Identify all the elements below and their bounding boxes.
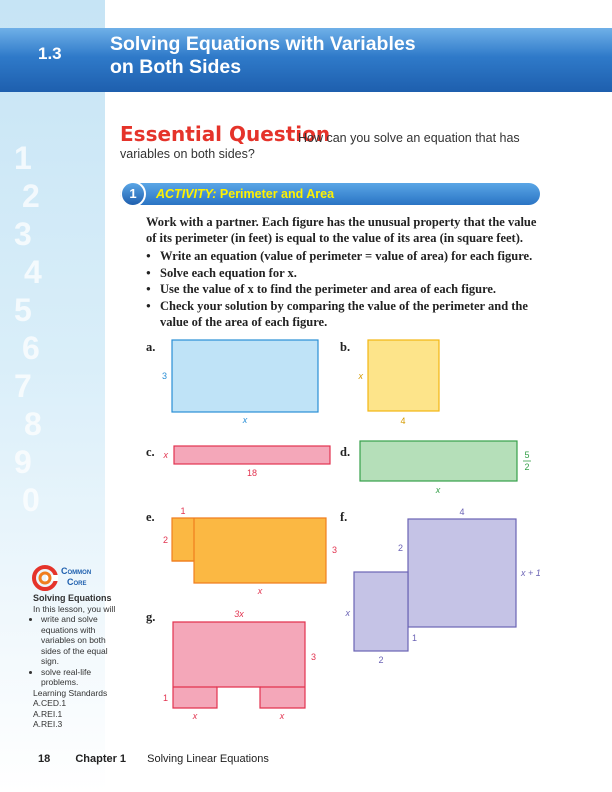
- figure-d-label: d.: [340, 445, 351, 459]
- bullet-item: ● Solve each equation for x.: [146, 265, 546, 281]
- figure-f-inner: 1: [412, 633, 418, 643]
- figure-g-label: g.: [146, 610, 156, 624]
- figure-f-top: 4: [459, 507, 465, 517]
- figure-f-right: x + 1: [521, 568, 541, 578]
- figure-c-rect: [174, 446, 330, 464]
- figure-f-bottom: 2: [378, 655, 384, 665]
- common-core-intro: In this lesson, you will: [33, 603, 116, 614]
- bullet-item: ● Check your solution by comparing the value of the perimeter and the value of the area of each figure.: [146, 298, 546, 330]
- common-core-logo-icon: [32, 565, 58, 591]
- digit-8: 8: [24, 406, 42, 442]
- common-core-list: [33, 614, 123, 688]
- activity-intro: Work with a partner. Each figure has the unusual property that the value of its perimeter (in feet) is equal to the value of its area (in square feet).: [146, 215, 537, 245]
- figure-f-label: f.: [340, 510, 348, 524]
- figure-e-bottom: x: [257, 586, 263, 596]
- standards-title: Learning Standards: [33, 687, 108, 698]
- page-number: 18: [38, 753, 51, 765]
- essential-question-line1: How can you solve an equation that has: [298, 131, 520, 145]
- figure-b-rect: [368, 340, 439, 411]
- digit-7: 7: [14, 368, 32, 404]
- figure-a-left: 3: [161, 371, 167, 381]
- figure-d-right-den: 2: [524, 462, 530, 472]
- page-footer: [38, 753, 269, 765]
- figure-g-shape: [173, 622, 305, 708]
- activity-title: Perimeter and Area: [219, 187, 335, 201]
- figure-d-rect: [360, 441, 517, 481]
- figure-f-left-upper: 2: [397, 543, 403, 553]
- standard-item: A.REI.1: [33, 708, 63, 719]
- figure-a-rect: [172, 340, 318, 412]
- digit-4: 4: [24, 254, 42, 290]
- activity-label-prefix: ACTIVITY:: [156, 187, 217, 201]
- footer-chapter-title: Solving Linear Equations: [147, 753, 269, 765]
- figure-e-shape: [172, 518, 326, 583]
- essential-question-heading: Essential Question: [120, 122, 331, 146]
- figure-f-left: x: [345, 608, 350, 618]
- section-number: 1.3: [38, 44, 62, 63]
- common-core-panel: [33, 593, 123, 730]
- figure-e-right: 3: [332, 545, 338, 555]
- figure-a-bottom: x: [242, 415, 248, 425]
- digit-5: 5: [14, 292, 32, 328]
- figure-d-bottom: x: [435, 485, 441, 495]
- figure-f-large-square: [408, 519, 516, 627]
- figure-b-label: b.: [340, 340, 351, 354]
- figure-g-right: 3: [311, 652, 317, 662]
- common-core-title: Solving Equations: [33, 593, 112, 603]
- figure-e-top: 1: [180, 506, 186, 516]
- figure-e-label: e.: [146, 510, 155, 524]
- figure-c-bottom: 18: [246, 468, 258, 478]
- figure-g-bottom-left: x: [192, 711, 198, 721]
- common-core-line2: Core: [67, 577, 87, 587]
- common-core-logo-text: [61, 566, 91, 588]
- figure-g-bottom-right: x: [279, 711, 285, 721]
- common-core-line1: Common: [61, 566, 92, 576]
- figure-c-label: c.: [146, 445, 155, 459]
- activity-number: 1: [120, 181, 146, 207]
- figure-f-small-rect: [354, 572, 408, 651]
- section-title-line2: on Both Sides: [110, 56, 242, 78]
- bullet-item: ● Write an equation (value of perimeter = value of area) for each figure.: [146, 248, 546, 264]
- standard-item: A.REI.3: [33, 719, 63, 729]
- figure-b-left: x: [358, 371, 363, 381]
- figure-b-bottom: 4: [400, 416, 406, 426]
- figure-e-left: 2: [162, 535, 168, 545]
- digit-2: 2: [22, 178, 40, 214]
- section-title-line1: Solving Equations with Variables: [110, 33, 416, 55]
- figure-c-left: x: [163, 450, 168, 460]
- digit-6: 6: [22, 330, 40, 366]
- bullet-item: ● Use the value of x to find the perimeter and area of each figure.: [146, 281, 546, 297]
- figure-a-label: a.: [146, 340, 156, 354]
- list-item: • solve real-life problems.: [41, 667, 123, 688]
- digit-9: 9: [14, 444, 32, 480]
- digit-3: 3: [14, 216, 32, 252]
- essential-question-line2: variables on both sides?: [120, 147, 255, 161]
- digit-1: 1: [14, 140, 32, 176]
- list-item: • write and solve equations with variables on both sides of the equal sign.: [41, 614, 123, 667]
- figure-g-top: 3x: [234, 609, 244, 619]
- figure-d-right-num: 5: [524, 450, 530, 460]
- digit-0: 0: [22, 482, 40, 518]
- footer-chapter: Chapter 1: [75, 753, 127, 765]
- standard-item: A.CED.1: [33, 698, 67, 708]
- figure-g-left: 1: [162, 693, 168, 703]
